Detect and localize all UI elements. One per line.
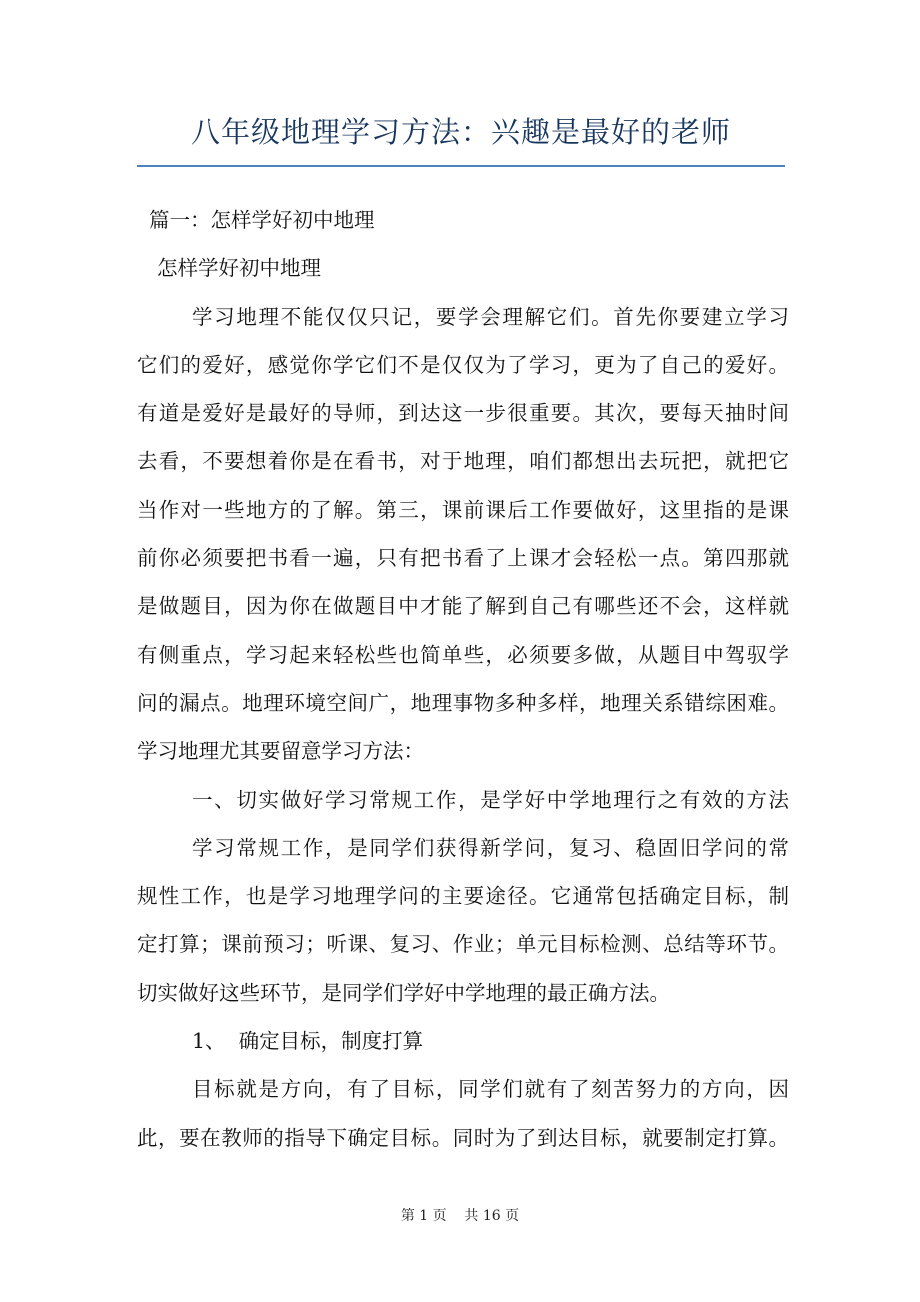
- paragraph-line: 当作对一些地方的了解。第三，课前课后工作要做好，这里指的是课: [137, 497, 789, 522]
- subsection-heading: 怎样学好初中地理: [157, 256, 321, 281]
- paragraph-line: 定打算；课前预习；听课、复习、作业；单元目标检测、总结等环节。: [137, 932, 789, 957]
- paragraph-line: 它们的爱好，感觉你学它们不是仅仅为了学习，更为了自己的爱好。: [137, 352, 789, 377]
- title-divider: [137, 165, 785, 167]
- paragraph-line: 是做题目，因为你在做题目中才能了解到自己有哪些还不会，这样就: [137, 594, 789, 619]
- document-body: [137, 196, 789, 1162]
- document-title: 八年级地理学习方法：兴趣是最好的老师: [190, 115, 731, 149]
- page-footer: 第 1 页 共 16 页: [400, 1208, 520, 1224]
- paragraph-line: 去看，不要想着你是在看书，对于地理，咱们都想出去玩把，就把它: [137, 449, 789, 474]
- paragraph-line: 前你必须要把书看一遍，只有把书看了上课才会轻松一点。第四那就: [137, 546, 789, 571]
- numbered-heading: 一、切实做好学习常规工作，是学好中学地理行之有效的方法: [192, 787, 789, 812]
- paragraph-line: 此，要在教师的指导下确定目标。同时为了到达目标，就要制定打算。: [137, 1125, 789, 1150]
- paragraph-line: 学习常规工作，是同学们获得新学问，复习、稳固旧学问的常: [192, 835, 789, 860]
- paragraph-line: 规性工作，也是学习地理学问的主要途径。它通常包括确定目标，制: [137, 884, 789, 909]
- paragraph-line: 有侧重点，学习起来轻松些也简单些，必须要多做，从题目中驾驭学: [137, 642, 789, 667]
- paragraph-line: 切实做好这些环节，是同学们学好中学地理的最正确方法。: [137, 980, 670, 1005]
- paragraph-line: 有道是爱好是最好的导师，到达这一步很重要。其次，要每天抽时间: [137, 401, 789, 426]
- paragraph-line: 目标就是方向，有了目标，同学们就有了刻苦努力的方向，因: [192, 1077, 789, 1102]
- paragraph-line: 学习地理尤其要留意学习方法：: [137, 739, 424, 764]
- paragraph-line: 学习地理不能仅仅只记，要学会理解它们。首先你要建立学习: [192, 304, 789, 329]
- section-heading: 篇一：怎样学好初中地理: [149, 208, 375, 232]
- list-item-heading: 1、 确定目标，制度打算: [192, 1029, 424, 1054]
- paragraph-line: 问的漏点。地理环境空间广，地理事物多种多样，地理关系错综困难。: [137, 690, 789, 715]
